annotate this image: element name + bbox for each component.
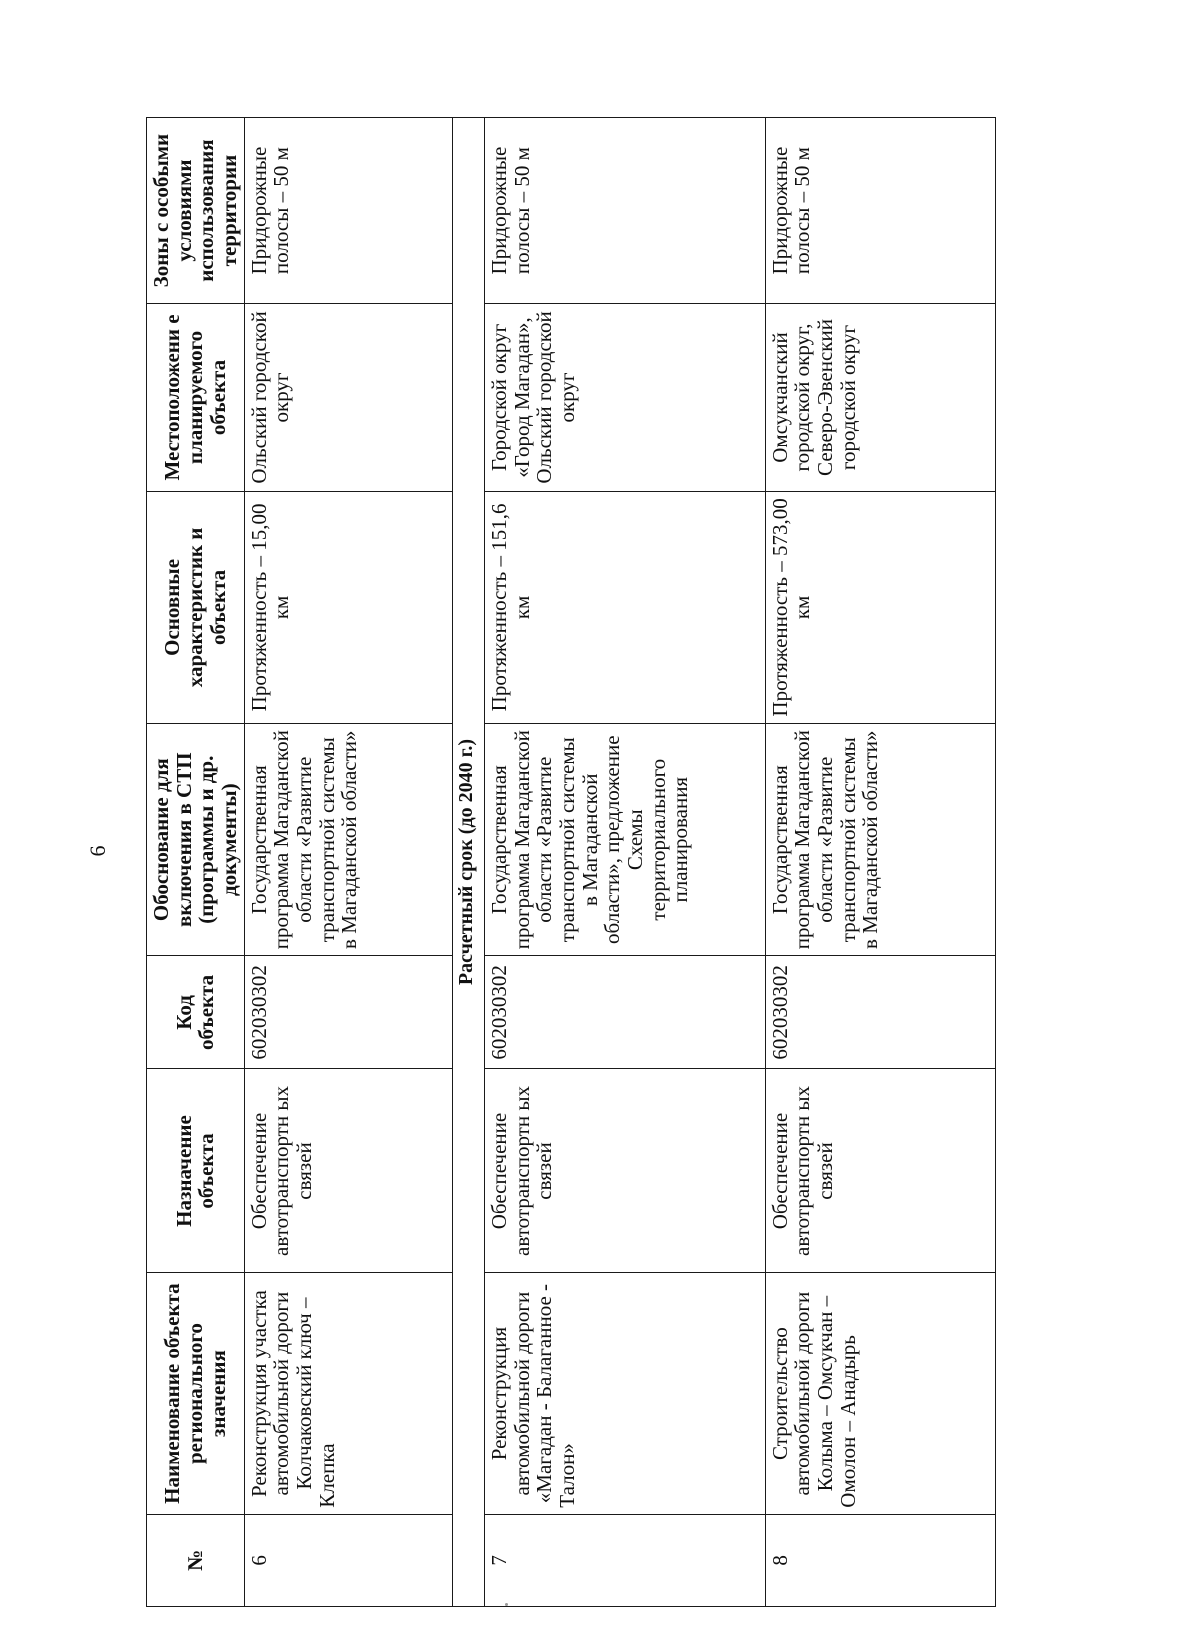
table-row [485, 118, 765, 1607]
cell-name: Реконструкция автомобильной дороги «Магадан - Балаганное - Талон» [485, 1273, 765, 1514]
cell-location: Ольский городской округ [244, 304, 452, 492]
cell-code: 602030302 [485, 956, 765, 1069]
cell-purpose: Обеспечение автотранспортн ых связей [765, 1069, 995, 1273]
scan-speck [505, 1603, 508, 1606]
cell-no: 8 [765, 1514, 995, 1606]
header-basis: Обоснование для включения в СТП (программы и др. документы) [147, 724, 245, 956]
table-header-row [147, 118, 245, 1607]
cell-code: 602030302 [765, 956, 995, 1069]
cell-purpose: Обеспечение автотранспортн ых связей [244, 1069, 452, 1273]
cell-name: Строительство автомобильной дороги Колыма – Омсукчан – Омолон – Анадырь [765, 1273, 995, 1514]
cell-zones: Придорожные полосы – 50 м [485, 118, 765, 304]
section-row [452, 118, 484, 1607]
header-no: № [147, 1514, 245, 1606]
cell-location: Городской округ «Город Магадан», Ольский городской округ [485, 304, 765, 492]
cell-location: Омсукчанский городской округ, Северо-Эвенский городской округ [765, 304, 995, 492]
cell-name: Реконструкция участка автомобильной дороги Колчаковский ключ – Клепка [244, 1273, 452, 1514]
cell-characteristics: Протяженность – 573,00 км [765, 491, 995, 723]
cell-basis: Государственная программа Магаданской области «Развитие транспортной системы в Магаданской области» [765, 724, 995, 956]
cell-no: 7 [485, 1514, 765, 1606]
page-number: 6 [85, 845, 110, 857]
cell-zones: Придорожные полосы – 50 м [244, 118, 452, 304]
section-label: Расчетный срок (до 2040 г.) [452, 118, 484, 1607]
cell-zones: Придорожные полосы – 50 м [765, 118, 995, 304]
header-characteristics: Основные характеристик и объекта [147, 491, 245, 723]
rotated-table-wrapper [146, 117, 996, 1607]
table-row [244, 118, 452, 1607]
cell-purpose: Обеспечение автотранспортн ых связей [485, 1069, 765, 1273]
cell-characteristics: Протяженность – 151,6 км [485, 491, 765, 723]
header-location: Местоположени е планируемого объекта [147, 304, 245, 492]
cell-basis: Государственная программа Магаданской области «Развитие транспортной системы в Магаданской области» [244, 724, 452, 956]
cell-basis: Государственная программа Магаданской области «Развитие транспортной системы в Магаданской области», предложение Схемы территориального планирования [485, 724, 765, 956]
header-code: Код объекта [147, 956, 245, 1069]
cell-code: 602030302 [244, 956, 452, 1069]
header-zones: Зоны с особыми условиями использования территории [147, 118, 245, 304]
table-row [765, 118, 995, 1607]
cell-no: 6 [244, 1514, 452, 1606]
cell-characteristics: Протяженность – 15,00 км [244, 491, 452, 723]
planned-objects-table [146, 117, 996, 1607]
header-purpose: Назначение объекта [147, 1069, 245, 1273]
header-name: Наименование объекта регионального значения [147, 1273, 245, 1514]
